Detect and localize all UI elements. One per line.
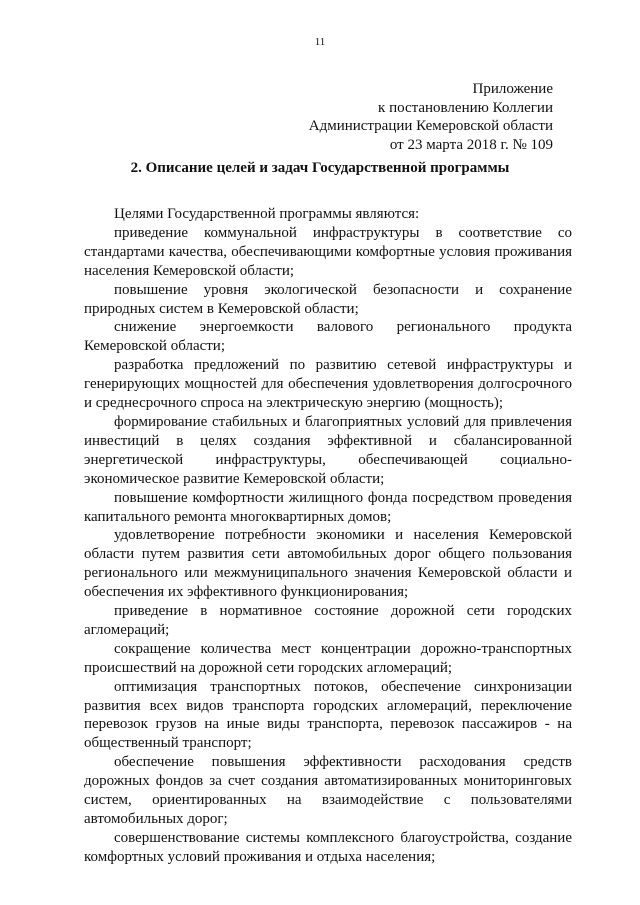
paragraph: разработка предложений по развитию сетевой инфраструктуры и генерирующих мощностей для обеспечения удовлетворения долгосрочного и среднесрочного спроса на электрическую энергию (мощность); — [84, 357, 572, 412]
section-title: 2. Описание целей и задач Государственной программы — [130, 160, 510, 176]
paragraph: удовлетворение потребности экономики и населения Кемеровской области путем развития сети автомобильных дорог общего пользования регионального или межмуниципального значения Кемеровской области и обеспечения их эффективного функционирования; — [84, 527, 572, 601]
paragraph: повышение комфортности жилищного фонда посредством проведения капитального ремонта многоквартирных домов; — [84, 489, 572, 525]
paragraph: оптимизация транспортных потоков, обеспечение синхронизации развития всех видов транспорта городских агломераций, переключение перевозок грузов на иные виды транспорта, перевозок пассажиров - на общественный транспорт; — [84, 678, 572, 752]
appendix-header — [309, 80, 553, 154]
paragraph: снижение энергоемкости валового регионального продукта Кемеровской области; — [84, 319, 572, 355]
paragraph: повышение уровня экологической безопасности и сохранение природных систем в Кемеровской области; — [84, 281, 572, 317]
page-number: 11 — [314, 36, 326, 48]
appendix-line: Администрации Кемеровской области — [308, 118, 553, 134]
paragraph: обеспечение повышения эффективности расходования средств дорожных фондов за счет создания автоматизированных мониторинговых систем, ориентированных на взаимодействие с пользователями автомобильных дорог; — [84, 754, 572, 827]
appendix-line: Приложение — [472, 81, 553, 97]
appendix-line: к постановлению Коллегии — [378, 99, 553, 116]
paragraph: совершенствование системы комплексного благоустройства, создание комфортных условий проживания и отдыха населения; — [84, 829, 572, 865]
paragraph: Целями Государственной программы являются: — [114, 206, 420, 222]
paragraph: сокращение количества мест концентрации дорожно-транспортных происшествий на дорожной сети городских агломераций; — [84, 640, 572, 676]
paragraph: приведение в нормативное состояние дорожной сети городских агломераций; — [84, 603, 572, 638]
paragraph: приведение коммунальной инфраструктуры в соответствие со стандартами качества, обеспечивающими комфортные условия проживания населения Кемеровской области; — [84, 224, 572, 279]
appendix-line: от 23 марта 2018 г. № 109 — [389, 136, 553, 153]
document-body — [84, 205, 572, 867]
paragraph: формирование стабильных и благоприятных условий для привлечения инвестиций в целях создания эффективной и сбалансированной энергетической инфраструктуры, обеспечивающей социально-экономическое развитие Кемеровской области; — [84, 413, 572, 487]
